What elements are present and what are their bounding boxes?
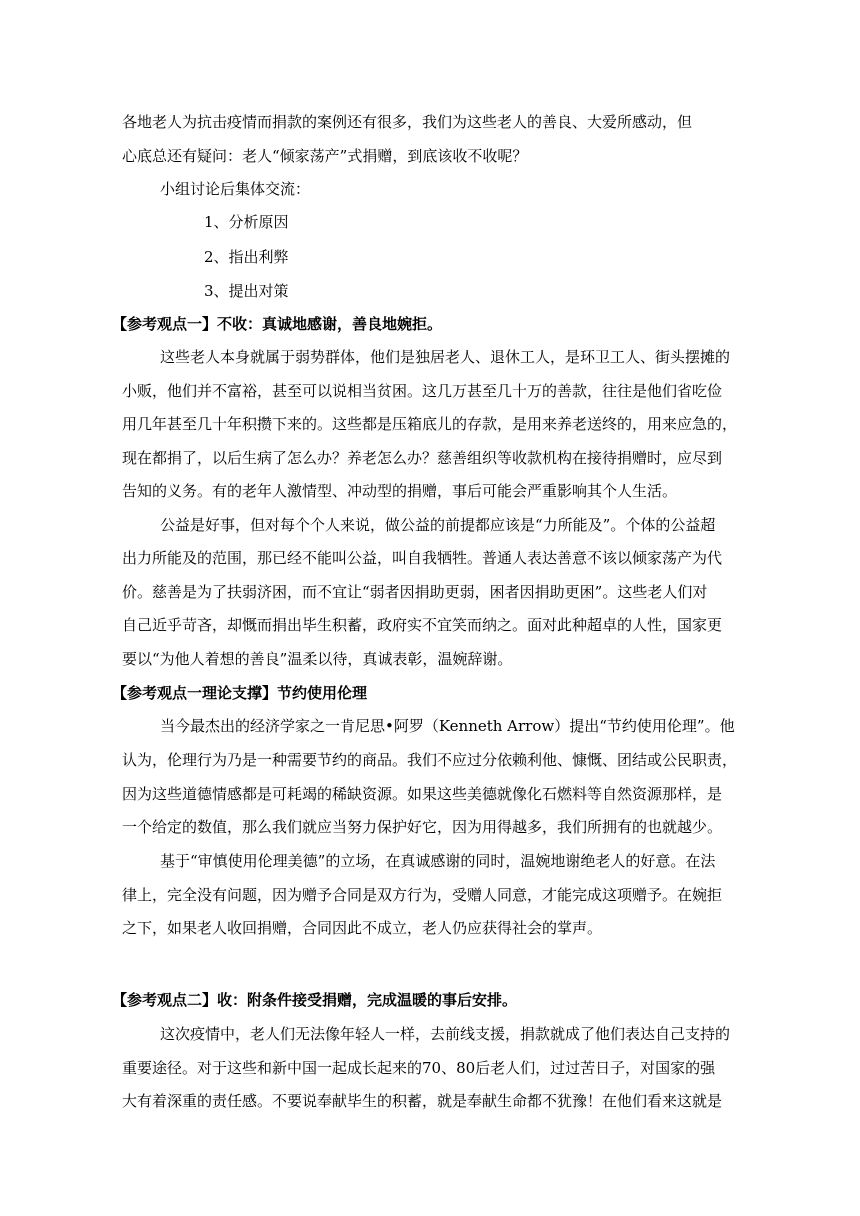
view2-para1-line: 大有着深重的责任感。不要说奉献毕生的积蓄，就是奉献生命都不犹豫！在他们看来这就是 [122,1092,723,1110]
theory-para1-line: 一个给定的数值，那么我们就应当努力保护好它，因为用得越多，我们所拥有的也就越少。 [122,818,723,836]
discussion-item: 3、提出对策 [204,282,289,300]
view1-para2-line: 出力所能及的范围，那已经不能叫公益，叫自我牺牲。普通人表达善意不该以倾家荡产为代 [122,549,723,567]
discussion-item: 2、指出利弊 [204,248,289,266]
view2-para1-line: 这次疫情中，老人们无法像年轻人一样，去前线支援，捐款就成了他们表达自己支持的 [160,1025,731,1043]
intro-line: 各地老人为抗击疫情而捐款的案例还有很多，我们为这些老人的善良、大爱所感动，但 [122,113,693,131]
discussion-lead: 小组讨论后集体交流： [160,180,311,198]
view2-para1-line: 重要途径。对于这些和新中国一起成长起来的70、80后老人们，过过苦日子，对国家的强 [122,1059,716,1077]
view1-para2-line: 价。慈善是为了扶弱济困，而不宜让“弱者因捐助更弱，困者因捐助更困”。这些老人们对 [122,583,708,601]
theory-para1-line: 当今最杰出的经济学家之一肯尼思•阿罗（Kenneth Arrow）提出“节约使用伦理”。他 [160,717,735,735]
theory-heading: 【参考观点一理论支撑】节约使用伦理 [112,684,368,702]
intro-line: 心底总还有疑问：老人“倾家荡产”式捐赠，到底该收不收呢？ [122,147,528,165]
theory-para2-line: 基于“审慎使用伦理美德”的立场，在真诚感谢的同时，温婉地谢绝老人的好意。在法 [160,852,716,870]
theory-para1-line: 认为，伦理行为乃是一种需要节约的商品。我们不应过分依赖利他、慷慨、团结或公民职责， [122,751,738,769]
view1-para1-line: 现在都捐了，以后生病了怎么办？养老怎么办？慈善组织等收款机构在接待捐赠时，应尽到 [122,449,723,467]
view1-para1-line: 告知的义务。有的老年人激情型、冲动型的捐赠，事后可能会严重影响其个人生活。 [122,482,678,500]
discussion-item: 1、分析原因 [204,213,289,231]
theory-para2-line: 律上，完全没有问题，因为赠予合同是双方行为，受赠人同意，才能完成这项赠予。在婉拒 [122,886,723,904]
view1-para2-line: 自己近乎苛吝，却慨而捐出毕生积蓄，政府实不宜笑而纳之。面对此种超卓的人性，国家更 [122,616,723,634]
view1-heading: 【参考观点一】不收：真诚地感谢，善良地婉拒。 [112,315,443,333]
theory-para1-line: 因为这些道德情感都是可耗竭的稀缺资源。如果这些美德就像化石燃料等自然资源那样，是 [122,785,723,803]
theory-para2-line: 之下，如果老人收回捐赠，合同因此不成立，老人仍应获得社会的掌声。 [122,919,603,937]
view2-heading: 【参考观点二】收：附条件接受捐赠，完成温暖的事后安排。 [112,991,518,1009]
view1-para2-line: 公益是好事，但对每个个人来说，做公益的前提都应该是“力所能及”。个体的公益超 [160,516,716,534]
view1-para1-line: 小贩，他们并不富裕，甚至可以说相当贫困。这几万甚至几十万的善款，往往是他们省吃俭 [122,382,723,400]
view1-para2-line: 要以“为他人着想的善良”温柔以待，真诚表彰，温婉辞谢。 [122,650,513,668]
view1-para1-line: 这些老人本身就属于弱势群体，他们是独居老人、退休工人，是环卫工人、街头摆摊的 [160,348,731,366]
view1-para1-line: 用几年甚至几十年积攒下来的。这些都是压箱底儿的存款，是用来养老送终的，用来应急的， [122,415,738,433]
